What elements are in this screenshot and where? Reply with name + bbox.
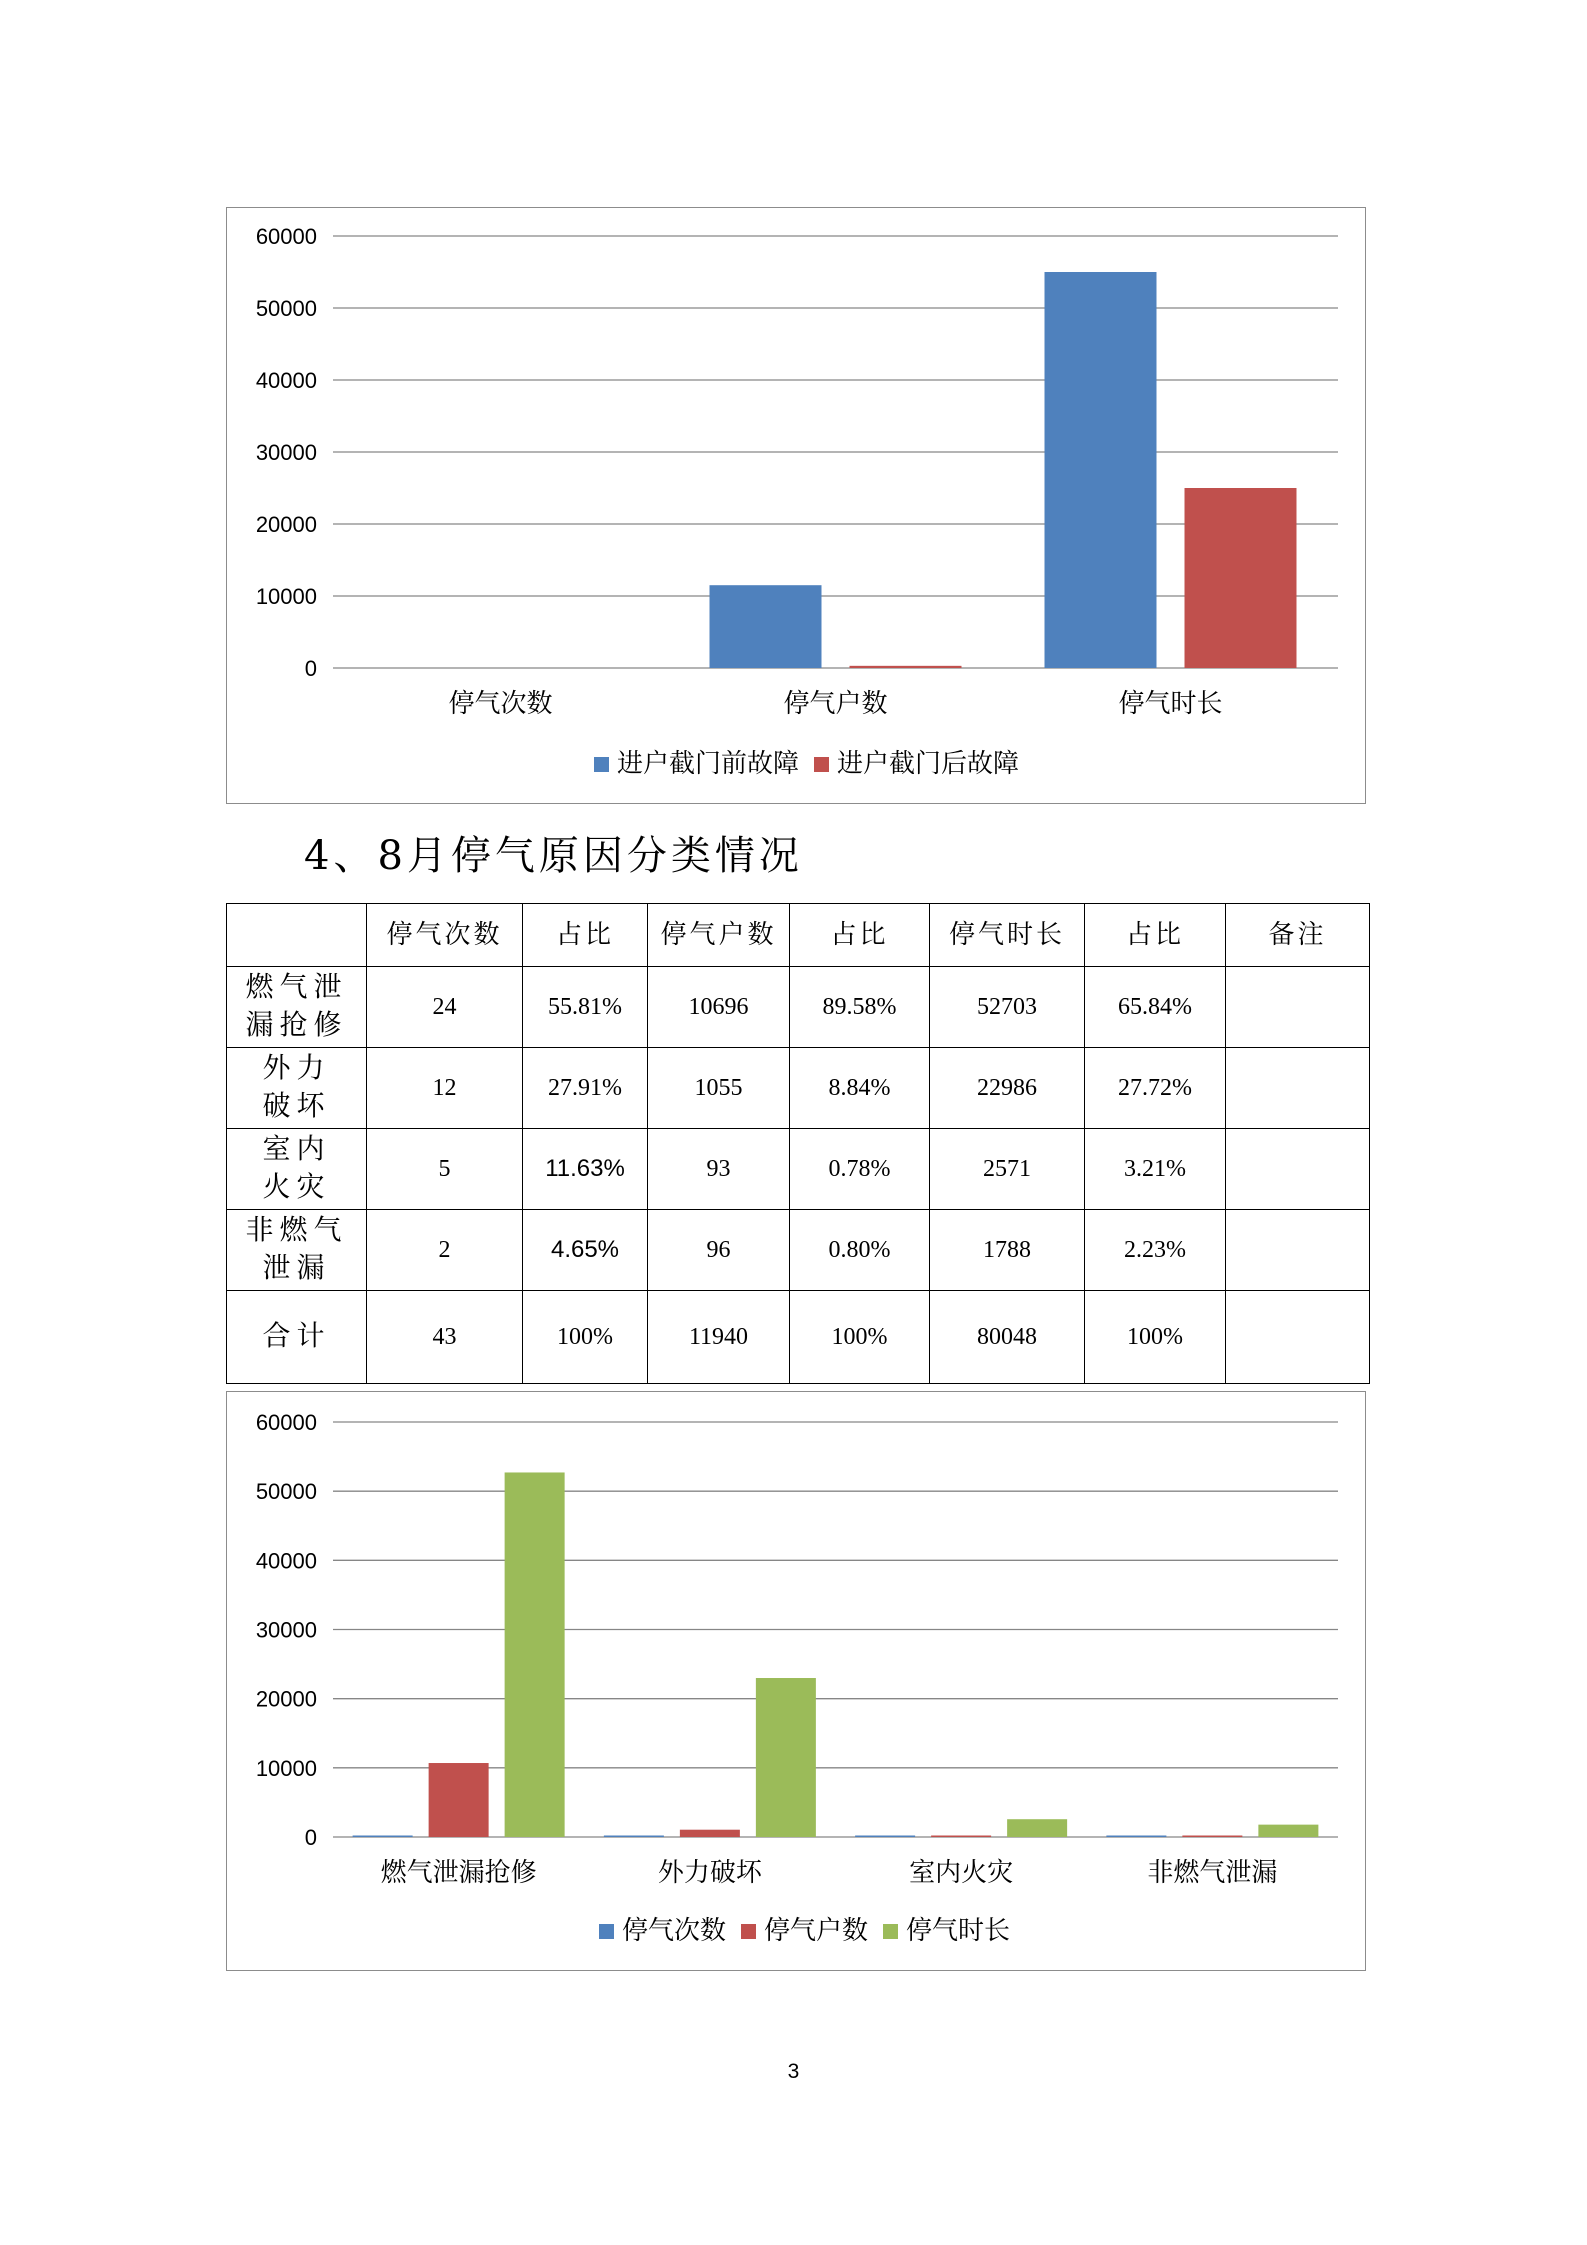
category-label: 外力破坏 bbox=[657, 1857, 762, 1887]
bar-0-0 bbox=[353, 1836, 413, 1838]
outage-cause-chart-svg bbox=[227, 1392, 1364, 1969]
table-cell: 96 bbox=[648, 1210, 790, 1291]
row-label bbox=[227, 1048, 367, 1129]
row-label bbox=[227, 1129, 367, 1210]
legend-swatch bbox=[883, 1924, 898, 1939]
table-cell: 0.80% bbox=[790, 1210, 930, 1291]
table-cell: 2571 bbox=[930, 1129, 1085, 1210]
bar-3-1 bbox=[1182, 1836, 1242, 1838]
y-tick-label: 50000 bbox=[255, 296, 317, 321]
table-cell: 1788 bbox=[930, 1210, 1085, 1291]
y-tick-label: 20000 bbox=[255, 512, 317, 537]
bar-0-1 bbox=[429, 1763, 489, 1837]
table-cell: 8.84% bbox=[790, 1048, 930, 1129]
y-tick-label: 30000 bbox=[255, 1617, 317, 1643]
header-cell-corner bbox=[227, 904, 367, 967]
table-header-row bbox=[227, 904, 1370, 967]
table-cell: 65.84% bbox=[1085, 967, 1226, 1048]
y-tick-label: 0 bbox=[304, 1825, 317, 1850]
bar-0-2 bbox=[505, 1472, 565, 1837]
table-cell: 12 bbox=[367, 1048, 523, 1129]
row-label bbox=[227, 1210, 367, 1291]
legend-label: 进户截门后故障 bbox=[837, 748, 1020, 778]
table-cell: 52703 bbox=[930, 967, 1085, 1048]
legend-label: 停气时长 bbox=[906, 1915, 1011, 1945]
bar-1-2 bbox=[756, 1678, 816, 1837]
category-label: 停气户数 bbox=[783, 688, 888, 718]
table-cell: 80048 bbox=[930, 1291, 1085, 1384]
legend-label: 停气户数 bbox=[764, 1915, 869, 1945]
legend-swatch bbox=[741, 1924, 756, 1939]
header-cell-outage-count: 停气次数 bbox=[367, 904, 523, 967]
total-label: 合计 bbox=[227, 1291, 367, 1384]
table-row bbox=[227, 1129, 1370, 1210]
y-tick-label: 50000 bbox=[255, 1479, 317, 1505]
bar-1-1 bbox=[850, 666, 962, 668]
table-cell: 100% bbox=[790, 1291, 930, 1384]
row-label-line: 室内 bbox=[262, 1134, 331, 1165]
row-label-line: 破坏 bbox=[262, 1091, 331, 1122]
header-cell-households: 停气户数 bbox=[648, 904, 790, 967]
category-label: 非燃气泄漏 bbox=[1147, 1857, 1278, 1887]
legend-label: 停气次数 bbox=[622, 1915, 727, 1945]
table-cell: 89.58% bbox=[790, 967, 930, 1048]
table-cell bbox=[1226, 1291, 1370, 1384]
row-label-line: 燃气泄 bbox=[245, 972, 348, 1003]
outage-cause-table bbox=[226, 903, 1370, 1384]
table-cell: 5 bbox=[367, 1129, 523, 1210]
header-cell-remarks: 备注 bbox=[1226, 904, 1370, 967]
y-tick-label: 60000 bbox=[255, 224, 317, 249]
table-total-row bbox=[227, 1291, 1370, 1384]
row-label-line: 外力 bbox=[262, 1053, 331, 1084]
row-label-line: 非燃气 bbox=[245, 1215, 348, 1246]
bar-2-2 bbox=[1007, 1819, 1067, 1837]
table-cell: 2 bbox=[367, 1210, 523, 1291]
legend-swatch bbox=[594, 757, 609, 772]
y-tick-label: 60000 bbox=[255, 1410, 317, 1435]
bar-2-0 bbox=[855, 1836, 915, 1838]
row-label-line: 漏抢修 bbox=[245, 1010, 348, 1041]
table-cell: 4.65% bbox=[523, 1210, 648, 1291]
legend-swatch bbox=[814, 757, 829, 772]
table-cell: 100% bbox=[1085, 1291, 1226, 1384]
header-cell-count-share: 占比 bbox=[523, 904, 648, 967]
category-label: 停气次数 bbox=[448, 688, 553, 718]
bar-3-0 bbox=[1106, 1836, 1166, 1838]
y-tick-label: 0 bbox=[304, 656, 317, 681]
legend-label: 进户截门前故障 bbox=[617, 748, 800, 778]
bar-2-0 bbox=[1045, 272, 1157, 668]
header-cell-households-share: 占比 bbox=[790, 904, 930, 967]
outage-cause-bar-chart bbox=[226, 1391, 1366, 1971]
table-row bbox=[227, 1048, 1370, 1129]
table-cell: 11940 bbox=[648, 1291, 790, 1384]
y-tick-label: 20000 bbox=[255, 1686, 317, 1712]
table-cell: 0.78% bbox=[790, 1129, 930, 1210]
category-label: 燃气泄漏抢修 bbox=[380, 1857, 537, 1887]
table-cell: 100% bbox=[523, 1291, 648, 1384]
bar-1-0 bbox=[604, 1836, 664, 1838]
table-cell bbox=[1226, 1210, 1370, 1291]
y-tick-label: 30000 bbox=[255, 440, 317, 465]
bar-1-1 bbox=[680, 1830, 740, 1837]
table-cell: 1055 bbox=[648, 1048, 790, 1129]
bar-2-1 bbox=[1185, 488, 1297, 668]
y-tick-label: 40000 bbox=[255, 368, 317, 393]
fault-location-bar-chart bbox=[226, 207, 1366, 804]
bar-1-0 bbox=[710, 585, 822, 668]
table-cell: 43 bbox=[367, 1291, 523, 1384]
table-cell bbox=[1226, 1048, 1370, 1129]
table-cell: 93 bbox=[648, 1129, 790, 1210]
table-row bbox=[227, 967, 1370, 1048]
table-cell: 11.63% bbox=[523, 1129, 648, 1210]
category-label: 停气时长 bbox=[1118, 688, 1223, 718]
bar-2-1 bbox=[931, 1836, 991, 1838]
table-cell: 24 bbox=[367, 967, 523, 1048]
category-label: 室内火灾 bbox=[909, 1857, 1014, 1887]
table-cell: 27.72% bbox=[1085, 1048, 1226, 1129]
table-row bbox=[227, 1210, 1370, 1291]
row-label-line: 火灾 bbox=[262, 1172, 331, 1203]
row-label-line: 泄漏 bbox=[262, 1253, 331, 1284]
header-cell-duration: 停气时长 bbox=[930, 904, 1085, 967]
page-number: 3 bbox=[787, 2060, 800, 2083]
legend-swatch bbox=[599, 1924, 614, 1939]
table-cell: 3.21% bbox=[1085, 1129, 1226, 1210]
table-cell: 55.81% bbox=[523, 967, 648, 1048]
table-cell: 2.23% bbox=[1085, 1210, 1226, 1291]
table-cell: 27.91% bbox=[523, 1048, 648, 1129]
y-tick-label: 10000 bbox=[255, 584, 317, 609]
header-cell-duration-share: 占比 bbox=[1085, 904, 1226, 967]
bar-3-2 bbox=[1258, 1825, 1318, 1837]
row-label bbox=[227, 967, 367, 1048]
table-cell bbox=[1226, 1129, 1370, 1210]
table-cell: 22986 bbox=[930, 1048, 1085, 1129]
table-cell bbox=[1226, 967, 1370, 1048]
y-tick-label: 40000 bbox=[255, 1548, 317, 1574]
y-tick-label: 10000 bbox=[255, 1755, 317, 1781]
section-heading: 4、8月停气原因分类情况 bbox=[304, 833, 803, 879]
table-cell: 10696 bbox=[648, 967, 790, 1048]
fault-location-chart-svg bbox=[227, 208, 1364, 802]
